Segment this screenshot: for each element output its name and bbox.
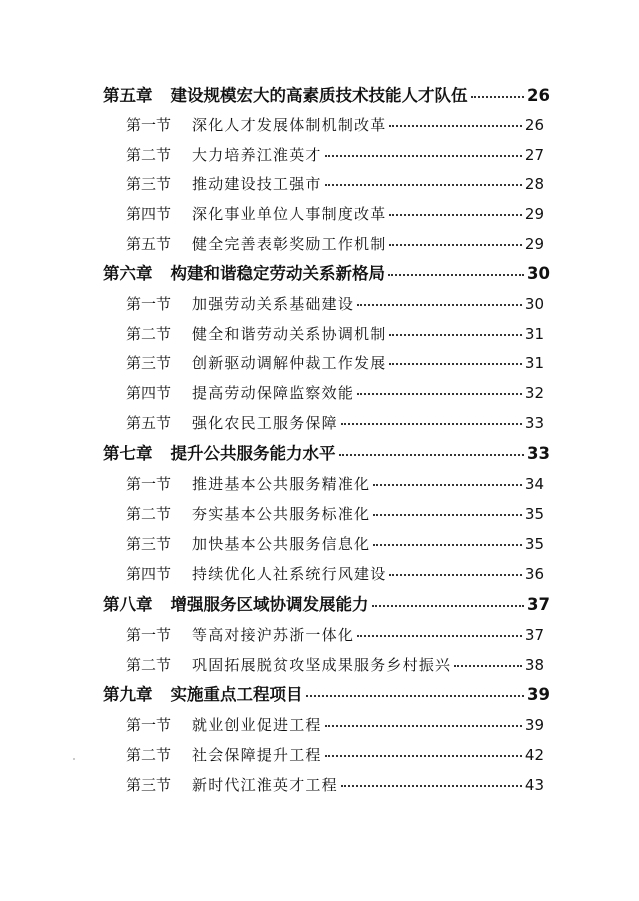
section-title: 等高对接沪苏浙一体化 <box>192 626 355 644</box>
page-number: 36 <box>524 565 544 583</box>
toc-section-7-4[interactable] <box>126 567 544 582</box>
dot-leader <box>389 574 521 576</box>
toc-section-6-2[interactable] <box>126 327 544 342</box>
toc-chapter-9[interactable] <box>103 687 550 704</box>
scan-speck <box>73 758 75 760</box>
page-number: 26 <box>527 86 550 105</box>
page-number: 42 <box>524 746 544 764</box>
page-number: 29 <box>524 235 544 253</box>
dot-leader <box>389 363 521 365</box>
section-title: 巩固拓展脱贫攻坚成果服务乡村振兴 <box>192 656 452 674</box>
page-number: 26 <box>524 116 544 134</box>
section-number: 第二节 <box>126 656 172 674</box>
toc-section-6-4[interactable] <box>126 386 544 401</box>
dot-leader <box>325 755 522 757</box>
chapter-title: 实施重点工程项目 <box>170 685 303 704</box>
section-title: 健全和谐劳动关系协调机制 <box>192 325 387 343</box>
page-number: 29 <box>524 205 544 223</box>
dot-leader <box>373 514 522 516</box>
toc-section-6-5[interactable] <box>126 416 544 431</box>
section-number: 第一节 <box>126 716 172 734</box>
page-number: 32 <box>524 384 544 402</box>
dot-leader <box>341 785 522 787</box>
page-number: 28 <box>524 175 544 193</box>
toc-section-5-3[interactable] <box>126 177 544 192</box>
page-number: 27 <box>524 146 544 164</box>
dot-leader <box>306 695 525 697</box>
section-number: 第四节 <box>126 565 172 583</box>
section-title: 持续优化人社系统行风建设 <box>192 565 387 583</box>
toc-section-9-3[interactable] <box>126 778 544 793</box>
page-number: 31 <box>524 325 544 343</box>
chapter-number: 第六章 <box>103 264 153 283</box>
dot-leader <box>341 423 522 425</box>
dot-leader <box>454 665 522 667</box>
page-number: 33 <box>524 414 544 432</box>
dot-leader <box>471 96 525 98</box>
section-title: 加强劳动关系基础建设 <box>192 295 355 313</box>
section-number: 第三节 <box>126 354 172 372</box>
toc-section-9-2[interactable] <box>126 748 544 763</box>
chapter-title: 提升公共服务能力水平 <box>170 444 336 463</box>
toc-chapter-6[interactable] <box>103 266 550 283</box>
dot-leader <box>372 605 525 607</box>
toc-section-7-1[interactable] <box>126 477 544 492</box>
toc-section-6-1[interactable] <box>126 297 544 312</box>
section-title: 深化人才发展体制机制改革 <box>192 116 387 134</box>
toc-chapter-8[interactable] <box>103 597 550 614</box>
page-number: 37 <box>524 626 544 644</box>
section-title: 强化农民工服务保障 <box>192 414 338 432</box>
section-number: 第二节 <box>126 146 172 164</box>
page-number: 43 <box>524 776 544 794</box>
dot-leader <box>389 244 521 246</box>
section-title: 深化事业单位人事制度改革 <box>192 205 387 223</box>
page-number: 34 <box>524 475 544 493</box>
section-title: 大力培养江淮英才 <box>192 146 322 164</box>
toc-section-8-2[interactable] <box>126 658 544 673</box>
section-title: 就业创业促进工程 <box>192 716 322 734</box>
section-number: 第二节 <box>126 325 172 343</box>
section-number: 第三节 <box>126 175 172 193</box>
page-number: 30 <box>524 295 544 313</box>
section-title: 推动建设技工强市 <box>192 175 322 193</box>
toc-section-5-2[interactable] <box>126 148 544 163</box>
toc-section-6-3[interactable] <box>126 356 544 371</box>
toc-section-5-5[interactable] <box>126 237 544 252</box>
chapter-number: 第八章 <box>103 595 153 614</box>
section-number: 第四节 <box>126 205 172 223</box>
dot-leader <box>357 393 522 395</box>
page-number: 35 <box>524 535 544 553</box>
page-number: 35 <box>524 505 544 523</box>
section-title: 加快基本公共服务信息化 <box>192 535 371 553</box>
section-number: 第五节 <box>126 414 172 432</box>
section-number: 第一节 <box>126 116 172 134</box>
page-number: 37 <box>527 595 550 614</box>
page-number: 39 <box>527 685 550 704</box>
page-number: 39 <box>524 716 544 734</box>
section-number: 第二节 <box>126 505 172 523</box>
toc-chapter-7[interactable] <box>103 446 550 463</box>
dot-leader <box>373 544 522 546</box>
dot-leader <box>389 125 521 127</box>
section-number: 第五节 <box>126 235 172 253</box>
section-number: 第四节 <box>126 384 172 402</box>
dot-leader <box>357 304 522 306</box>
section-number: 第一节 <box>126 475 172 493</box>
section-title: 推进基本公共服务精准化 <box>192 475 371 493</box>
dot-leader <box>325 184 522 186</box>
section-number: 第三节 <box>126 535 172 553</box>
toc-chapter-5[interactable] <box>103 88 550 105</box>
toc-section-9-1[interactable] <box>126 718 544 733</box>
page-number: 30 <box>527 264 550 283</box>
chapter-number: 第七章 <box>103 444 153 463</box>
section-title: 夯实基本公共服务标准化 <box>192 505 371 523</box>
chapter-number: 第五章 <box>103 86 153 105</box>
dot-leader <box>325 155 522 157</box>
section-title: 社会保障提升工程 <box>192 746 322 764</box>
dot-leader <box>389 334 521 336</box>
toc-section-8-1[interactable] <box>126 628 544 643</box>
dot-leader <box>339 454 525 456</box>
chapter-title: 增强服务区域协调发展能力 <box>170 595 369 614</box>
dot-leader <box>373 484 522 486</box>
section-number: 第一节 <box>126 626 172 644</box>
dot-leader <box>389 214 521 216</box>
page-number: 38 <box>524 656 544 674</box>
dot-leader <box>357 635 522 637</box>
dot-leader <box>388 274 524 276</box>
section-title: 创新驱动调解仲裁工作发展 <box>192 354 387 372</box>
section-title: 提高劳动保障监察效能 <box>192 384 355 402</box>
section-number: 第三节 <box>126 776 172 794</box>
dot-leader <box>325 725 522 727</box>
chapter-number: 第九章 <box>103 685 153 704</box>
toc-section-5-4[interactable] <box>126 207 544 222</box>
toc-section-5-1[interactable] <box>126 118 544 133</box>
section-title: 健全完善表彰奖励工作机制 <box>192 235 387 253</box>
toc-section-7-3[interactable] <box>126 537 544 552</box>
section-number: 第二节 <box>126 746 172 764</box>
page-number: 31 <box>524 354 544 372</box>
section-number: 第一节 <box>126 295 172 313</box>
toc-section-7-2[interactable] <box>126 507 544 522</box>
chapter-title: 建设规模宏大的高素质技术技能人才队伍 <box>170 86 468 105</box>
chapter-title: 构建和谐稳定劳动关系新格局 <box>170 264 385 283</box>
section-title: 新时代江淮英才工程 <box>192 776 338 794</box>
page-number: 33 <box>527 444 550 463</box>
